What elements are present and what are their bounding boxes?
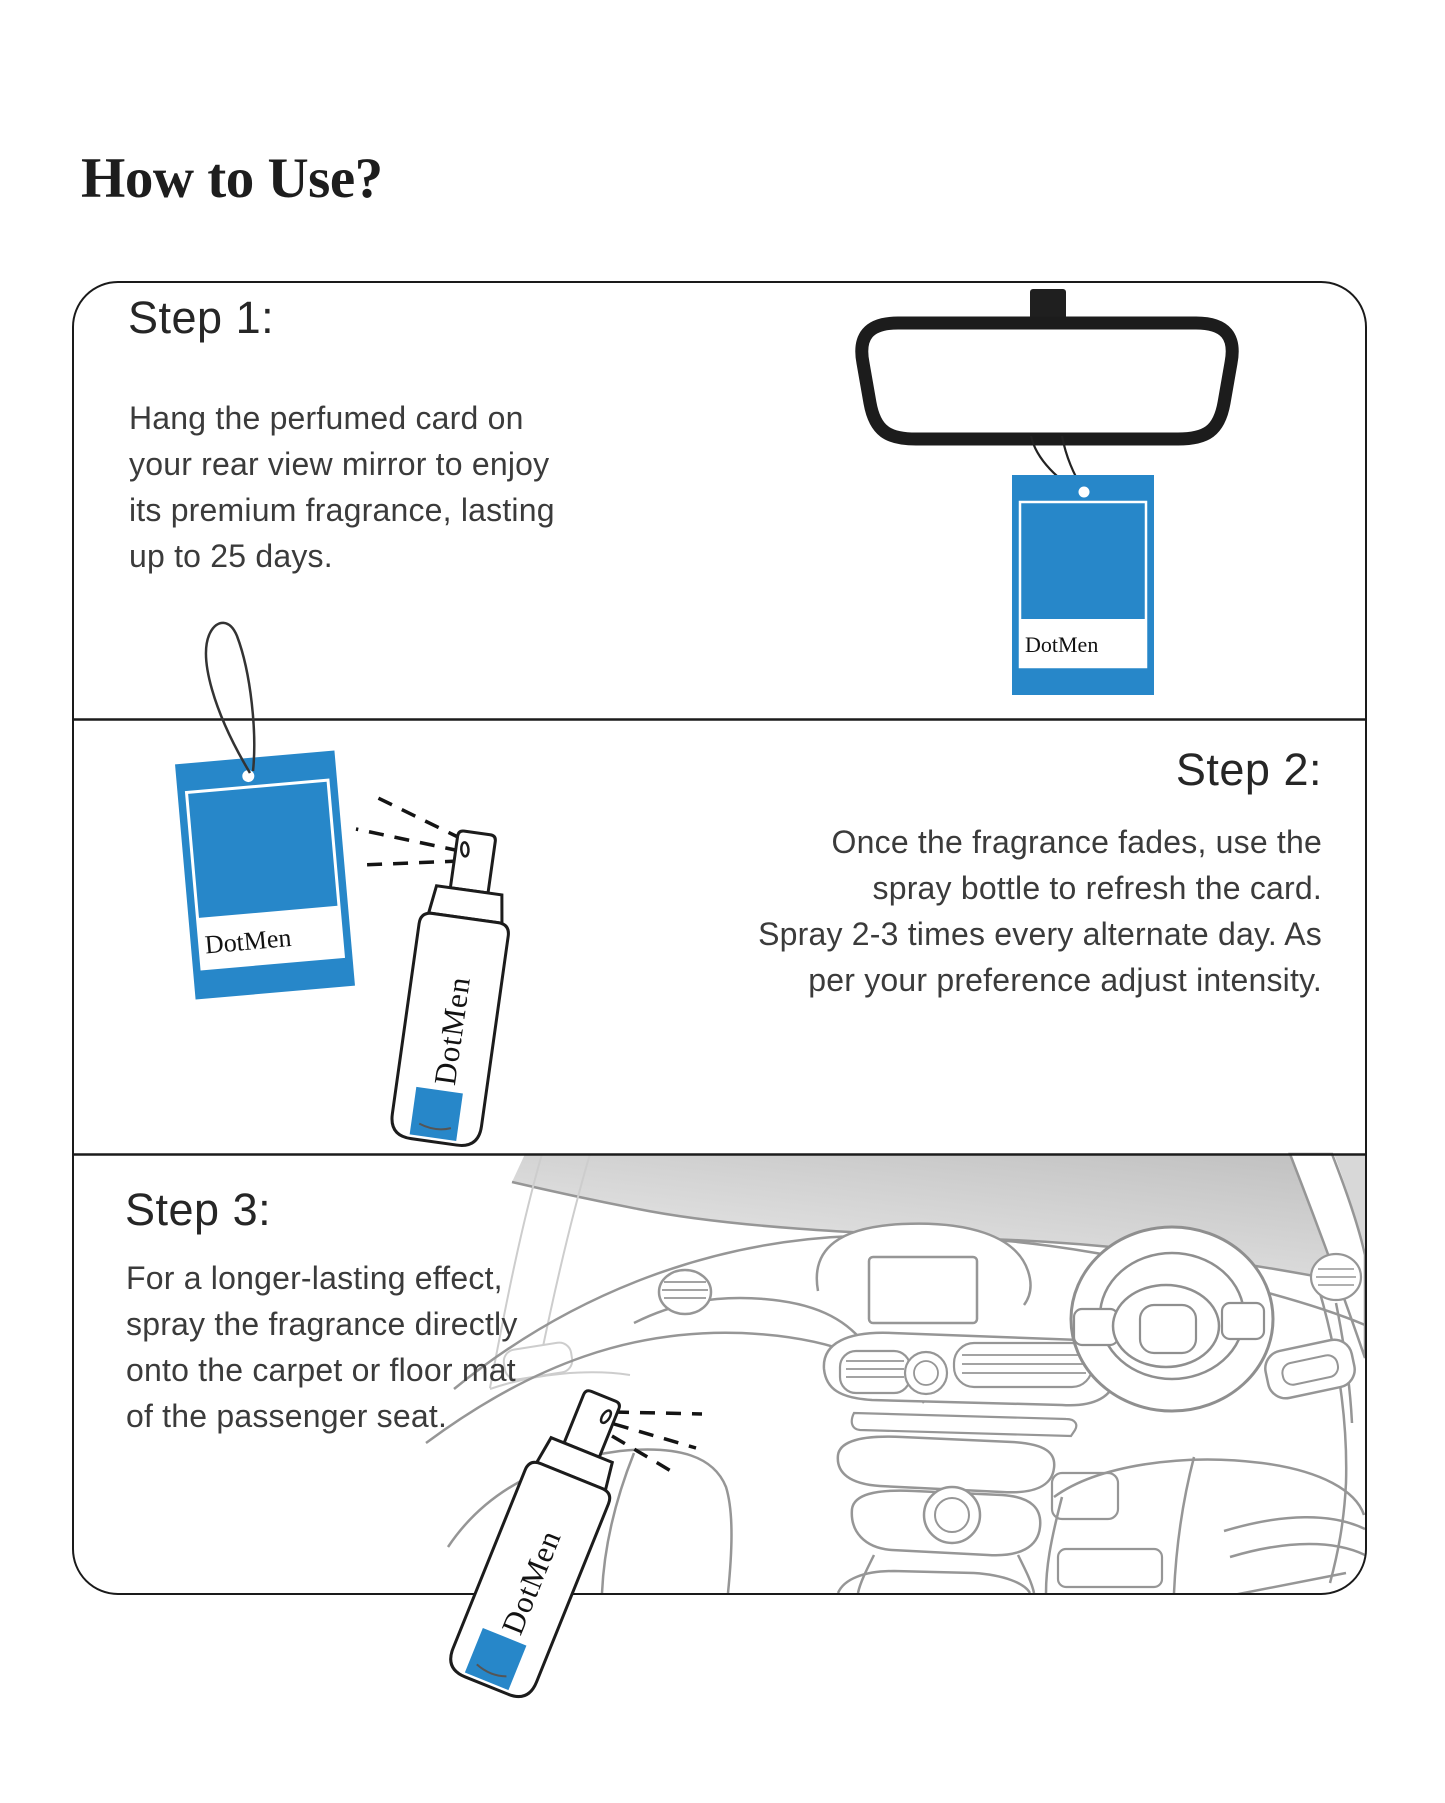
step-2-section [74, 719, 1365, 1154]
step-3-heading: Step 3: [125, 1184, 272, 1235]
step-1-line-2: your rear view mirror to enjoy [129, 446, 550, 482]
step-3-section [74, 1154, 1365, 1593]
page-title: How to Use? [81, 147, 383, 210]
step-1-description [129, 395, 555, 579]
step-3-line-4: of the passenger seat. [126, 1398, 448, 1434]
step-2-description [758, 819, 1322, 1003]
panel-clip [74, 283, 1365, 1593]
step-3-line-3: onto the carpet or floor mat [126, 1352, 516, 1388]
brand-label-bottle3: DotMen [494, 1524, 568, 1640]
step-2-line-4: per your preference adjust intensity. [808, 962, 1322, 998]
step-1-heading: Step 1: [128, 292, 275, 343]
step-1-line-3: its premium fragrance, lasting [129, 492, 555, 528]
step-1-line-4: up to 25 days. [129, 538, 333, 574]
step-1-line-1: Hang the perfumed card on [129, 400, 524, 436]
brand-label-bottle2: DotMen [427, 974, 477, 1088]
step-3-line-2: spray the fragrance directly [126, 1306, 518, 1342]
step-3-line-1: For a longer-lasting effect, [126, 1260, 503, 1296]
spray-bottle-illustration-step3 [370, 1330, 710, 1760]
brand-label-card1: DotMen [1025, 632, 1099, 657]
step-1-section [74, 283, 1365, 719]
step-2-line-1: Once the fragrance fades, use the [831, 824, 1322, 860]
spray-mist [612, 1412, 702, 1474]
brand-label-card2: DotMen [203, 923, 293, 960]
instructions-panel [72, 281, 1367, 1595]
step-2-line-2: spray bottle to refresh the card. [872, 870, 1322, 906]
step-2-line-3: Spray 2-3 times every alternate day. As [758, 916, 1322, 952]
step-2-heading: Step 2: [1175, 744, 1322, 795]
